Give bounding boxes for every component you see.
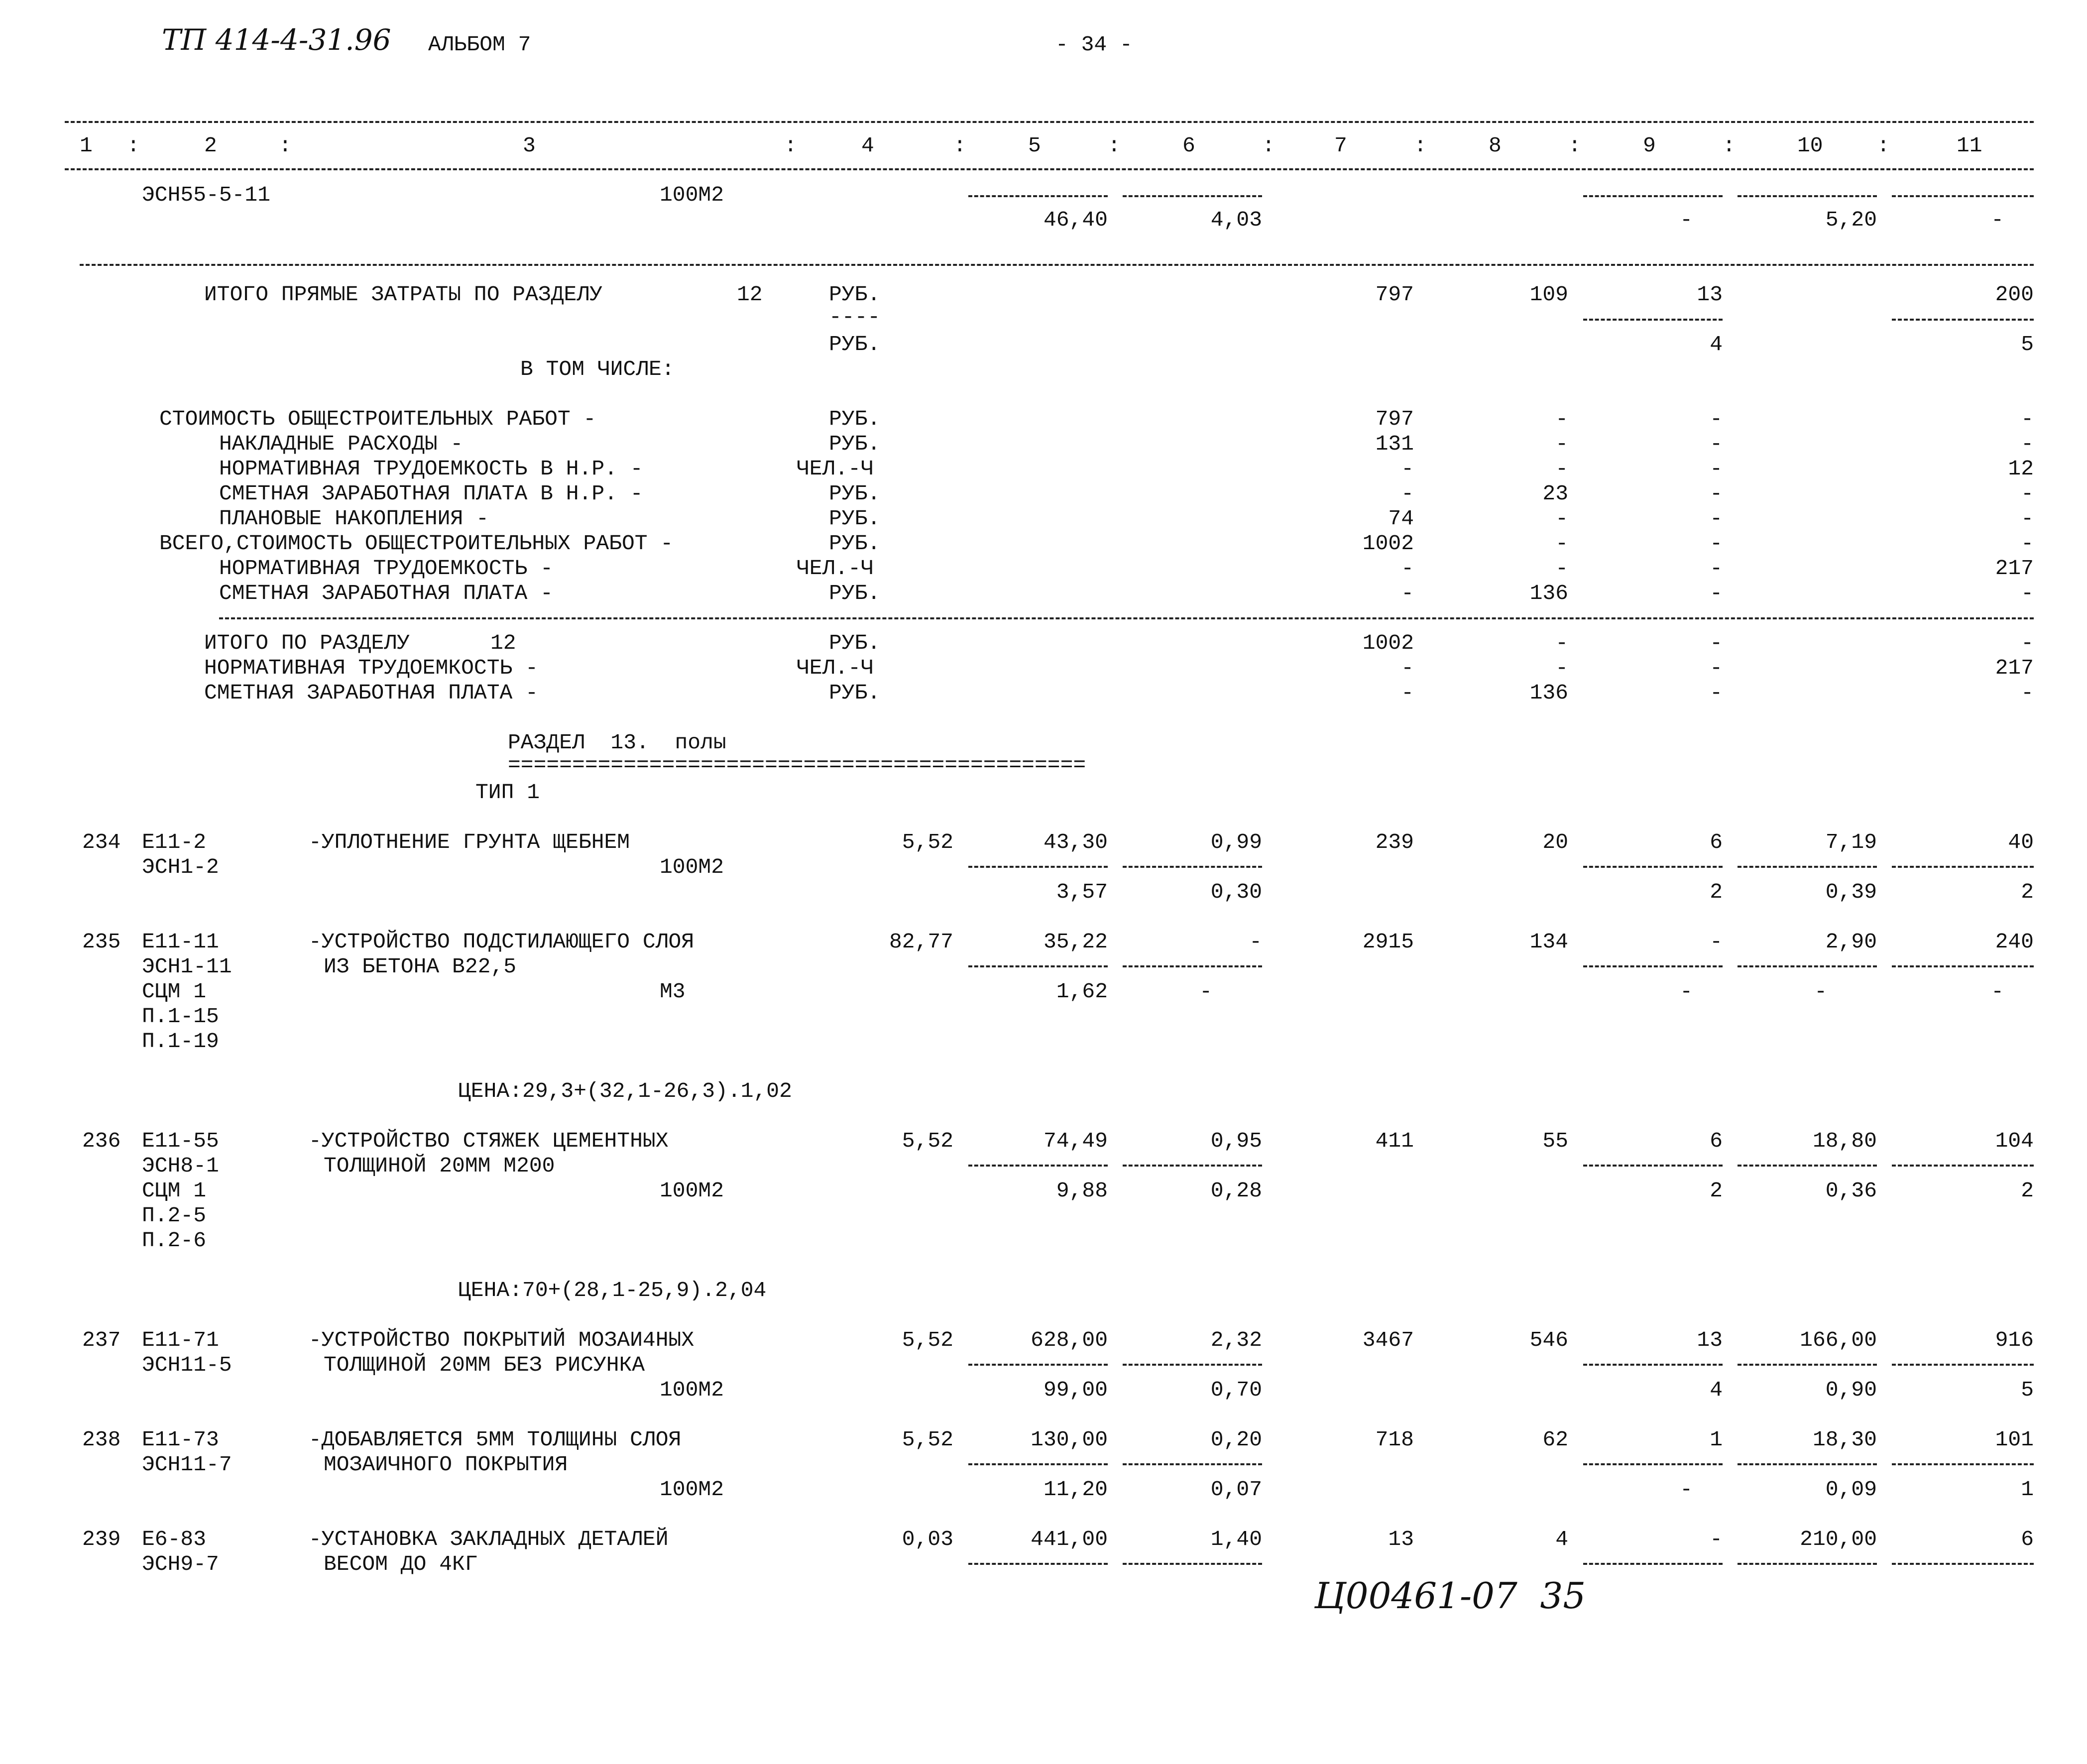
item-238-c11-underline bbox=[1892, 1463, 2034, 1465]
breakdown-c7: - bbox=[1401, 581, 1414, 605]
column-number: 5 bbox=[1028, 133, 1041, 158]
breakdown-label: СМЕТНАЯ ЗАРАБОТНАЯ ПЛАТА В Н.Р. - bbox=[219, 481, 643, 506]
item-c6: 0,20 bbox=[1210, 1427, 1262, 1452]
breakdown-unit: РУБ. bbox=[829, 506, 881, 531]
item-c9-secondary: 2 bbox=[1710, 880, 1723, 904]
breakdown-unit: ЧЕЛ.-Ч bbox=[797, 457, 874, 481]
breakdown-unit: РУБ. bbox=[829, 531, 881, 556]
item-234-c11-underline bbox=[1892, 866, 2034, 868]
carry-c10-underline bbox=[1738, 195, 1877, 197]
total-direct-c11-underline bbox=[1892, 319, 2034, 321]
item-236-c5-underline bbox=[968, 1165, 1108, 1167]
item-name: -ДОБАВЛЯЕТСЯ 5ММ ТОЛЩИНЫ СЛОЯ bbox=[309, 1427, 682, 1452]
item-c10: 18,80 bbox=[1812, 1129, 1877, 1153]
item-subcode: ЭСН1-2 bbox=[142, 855, 219, 879]
breakdown-label: СМЕТНАЯ ЗАРАБОТНАЯ ПЛАТА - bbox=[219, 581, 553, 605]
breakdown-c7: 1002 bbox=[1362, 531, 1414, 556]
breakdown-c9: - bbox=[1710, 581, 1723, 605]
item-c8: 62 bbox=[1542, 1427, 1568, 1452]
item-name-continued: МОЗАИЧНОГО ПОКРЫТИЯ bbox=[324, 1452, 568, 1477]
breakdown-c8: - bbox=[1555, 432, 1568, 456]
item-c10: 7,19 bbox=[1825, 830, 1877, 854]
item-c5-secondary: 99,00 bbox=[1043, 1378, 1108, 1402]
item-c7: 13 bbox=[1388, 1527, 1414, 1551]
item-c9: 13 bbox=[1697, 1328, 1723, 1352]
column-separator: : bbox=[127, 133, 140, 158]
item-c8: 546 bbox=[1529, 1328, 1568, 1352]
section-total-c9: - bbox=[1710, 656, 1723, 680]
item-239-c9-underline bbox=[1583, 1563, 1723, 1565]
column-separator: : bbox=[953, 133, 966, 158]
section-total-c11: 217 bbox=[1995, 656, 2034, 680]
breakdown-label: НАКЛАДНЫЕ РАСХОДЫ - bbox=[219, 432, 464, 456]
section-total-c7: - bbox=[1401, 681, 1414, 705]
column-separator: : bbox=[279, 133, 292, 158]
item-c5: 35,22 bbox=[1043, 930, 1108, 954]
breakdown-c9: - bbox=[1710, 457, 1723, 481]
section-total-c8: 136 bbox=[1529, 681, 1568, 705]
carry-c6: 4,03 bbox=[1210, 208, 1262, 232]
breakdown-c8: - bbox=[1555, 457, 1568, 481]
item-235-c5-underline bbox=[968, 965, 1108, 967]
total-direct-c11: 200 bbox=[1995, 282, 2034, 307]
item-unit: М3 bbox=[660, 979, 686, 1004]
item-c10: 166,00 bbox=[1800, 1328, 1877, 1352]
breakdown-unit: ЧЕЛ.-Ч bbox=[797, 556, 874, 581]
item-subcode: П.1-15 bbox=[142, 1004, 219, 1029]
item-c10-secondary: 0,90 bbox=[1825, 1378, 1877, 1402]
item-c6-secondary: 0,30 bbox=[1210, 880, 1262, 904]
item-238-c10-underline bbox=[1738, 1463, 1877, 1465]
item-c11: 40 bbox=[2008, 830, 2034, 854]
total-direct-section-no: 12 bbox=[737, 282, 763, 307]
item-c9: - bbox=[1710, 930, 1723, 954]
item-c5-secondary: 1,62 bbox=[1056, 979, 1108, 1004]
item-c4: 5,52 bbox=[902, 1427, 953, 1452]
total-direct-label: ИТОГО ПРЯМЫЕ ЗАТРАТЫ ПО РАЗДЕЛУ bbox=[204, 282, 602, 307]
breakdown-c11: - bbox=[2021, 581, 2034, 605]
breakdown-c7: 797 bbox=[1375, 407, 1414, 431]
item-c5-secondary: 11,20 bbox=[1043, 1477, 1108, 1502]
item-c7: 3467 bbox=[1362, 1328, 1414, 1352]
total-direct-c11-2: 5 bbox=[2021, 332, 2034, 356]
breakdown-c8: - bbox=[1555, 506, 1568, 531]
item-c4: 5,52 bbox=[902, 1129, 953, 1153]
item-name: -УСТРОЙСТВО ПОДСТИЛАЮЩЕГО СЛОЯ bbox=[309, 930, 695, 954]
item-c10-secondary: 0,09 bbox=[1825, 1477, 1877, 1502]
item-subcode: ЭСН8-1 bbox=[142, 1154, 219, 1178]
item-c6: - bbox=[1249, 930, 1262, 954]
column-number: 10 bbox=[1797, 133, 1823, 158]
section-total-c7: - bbox=[1401, 656, 1414, 680]
item-c8: 20 bbox=[1542, 830, 1568, 854]
item-c9-secondary: - bbox=[1680, 1477, 1693, 1502]
item-237-c10-underline bbox=[1738, 1364, 1877, 1366]
section-total-unit: РУБ. bbox=[829, 681, 881, 705]
total-direct-unit-underline: ---- bbox=[829, 305, 881, 329]
item-c7: 718 bbox=[1375, 1427, 1414, 1452]
breakdown-c7: 131 bbox=[1375, 432, 1414, 456]
item-c8: 4 bbox=[1555, 1527, 1568, 1551]
item-239-c11-underline bbox=[1892, 1563, 2034, 1565]
item-c11: 916 bbox=[1995, 1328, 2034, 1352]
item-237-c11-underline bbox=[1892, 1364, 2034, 1366]
item-234-c10-underline bbox=[1738, 866, 1877, 868]
section-total-c7: 1002 bbox=[1362, 631, 1414, 655]
breakdown-c11: 12 bbox=[2008, 457, 2034, 481]
column-number: 3 bbox=[523, 133, 536, 158]
item-239-c6-underline bbox=[1123, 1563, 1262, 1565]
column-number: 11 bbox=[1957, 133, 1982, 158]
item-237-c5-underline bbox=[968, 1364, 1108, 1366]
column-number: 8 bbox=[1489, 133, 1502, 158]
item-c11-secondary: - bbox=[1991, 979, 2004, 1004]
item-c4: 5,52 bbox=[902, 1328, 953, 1352]
carry-c11-underline bbox=[1892, 195, 2034, 197]
breakdown-c9: - bbox=[1710, 481, 1723, 506]
item-c5: 628,00 bbox=[1031, 1328, 1108, 1352]
item-number: 239 bbox=[82, 1527, 121, 1551]
item-c11: 101 bbox=[1995, 1427, 2034, 1452]
item-236-c6-underline bbox=[1123, 1165, 1262, 1167]
item-code: Е11-71 bbox=[142, 1328, 219, 1352]
item-c11: 240 bbox=[1995, 930, 2034, 954]
item-236-c11-underline bbox=[1892, 1165, 2034, 1167]
item-c8: 55 bbox=[1542, 1129, 1568, 1153]
breakdown-c8: - bbox=[1555, 531, 1568, 556]
item-c6-secondary: 0,28 bbox=[1210, 1178, 1262, 1203]
item-c6-secondary: - bbox=[1199, 979, 1212, 1004]
column-separator: : bbox=[784, 133, 797, 158]
item-235-c10-underline bbox=[1738, 965, 1877, 967]
item-c10: 18,30 bbox=[1812, 1427, 1877, 1452]
item-235-c9-underline bbox=[1583, 965, 1723, 967]
column-separator: : bbox=[1877, 133, 1890, 158]
item-c11-secondary: 2 bbox=[2021, 1178, 2034, 1203]
doc-code-handwritten: ТП 414-4-31.96 bbox=[162, 23, 391, 57]
item-236-c9-underline bbox=[1583, 1165, 1723, 1167]
item-c9: 6 bbox=[1710, 830, 1723, 854]
item-subcode: ЭСН11-5 bbox=[142, 1353, 232, 1377]
item-238-c6-underline bbox=[1123, 1463, 1262, 1465]
breakdown-c7: - bbox=[1401, 481, 1414, 506]
breakdown-c11: - bbox=[2021, 407, 2034, 431]
section-title: РАЗДЕЛ 13. полы bbox=[508, 730, 726, 755]
breakdown-unit: РУБ. bbox=[829, 481, 881, 506]
item-c11: 104 bbox=[1995, 1129, 2034, 1153]
item-name-continued: ИЗ БЕТОНА В22,5 bbox=[324, 954, 517, 979]
breakdown-unit: РУБ. bbox=[829, 581, 881, 605]
section12-rule bbox=[80, 264, 2034, 266]
item-name: -УСТРОЙСТВО СТЯЖЕК ЦЕМЕНТНЫХ bbox=[309, 1129, 669, 1153]
item-unit: 100М2 bbox=[660, 1378, 724, 1402]
item-c8: 134 bbox=[1529, 930, 1568, 954]
breakdown-c7: 74 bbox=[1388, 506, 1414, 531]
item-price-formula: ЦЕНА:70+(28,1-25,9).2,04 bbox=[458, 1278, 767, 1302]
carry-code: ЭСН55-5-11 bbox=[142, 183, 271, 207]
section-total-c9: - bbox=[1710, 681, 1723, 705]
carry-c10: 5,20 bbox=[1825, 208, 1877, 232]
column-number: 2 bbox=[204, 133, 217, 158]
album-label: АЛЬБОМ 7 bbox=[428, 32, 531, 57]
breakdown-unit: РУБ. bbox=[829, 407, 881, 431]
column-separator: : bbox=[1108, 133, 1121, 158]
item-number: 235 bbox=[82, 930, 121, 954]
breakdown-label: НОРМАТИВНАЯ ТРУДОЕМКОСТЬ В Н.Р. - bbox=[219, 457, 643, 481]
item-c10: 2,90 bbox=[1825, 930, 1877, 954]
item-name: -УСТРОЙСТВО ПОКРЫТИЙ МОЗАИ4НЫХ bbox=[309, 1328, 695, 1352]
item-c6: 1,40 bbox=[1210, 1527, 1262, 1551]
breakdown-label: ПЛАНОВЫЕ НАКОПЛЕНИЯ - bbox=[219, 506, 489, 531]
item-c11-secondary: 1 bbox=[2021, 1477, 2034, 1502]
table-top-rule bbox=[65, 121, 2034, 123]
section-total-label: ИТОГО ПО РАЗДЕЛУ bbox=[204, 631, 410, 655]
item-price-formula: ЦЕНА:29,3+(32,1-26,3).1,02 bbox=[458, 1079, 792, 1103]
breakdown-c11: - bbox=[2021, 432, 2034, 456]
item-c9-secondary: - bbox=[1680, 979, 1693, 1004]
carry-c9: - bbox=[1680, 208, 1693, 232]
breakdown-unit: РУБ. bbox=[829, 432, 881, 456]
section-title-underline: ============================================= bbox=[508, 753, 1086, 777]
breakdown-c11: - bbox=[2021, 506, 2034, 531]
item-c7: 2915 bbox=[1362, 930, 1414, 954]
item-code: Е11-55 bbox=[142, 1129, 219, 1153]
item-c6: 0,95 bbox=[1210, 1129, 1262, 1153]
breakdown-c11: - bbox=[2021, 481, 2034, 506]
column-separator: : bbox=[1723, 133, 1736, 158]
item-c11: 6 bbox=[2021, 1527, 2034, 1551]
item-237-c6-underline bbox=[1123, 1364, 1262, 1366]
item-c10-secondary: 0,36 bbox=[1825, 1178, 1877, 1203]
column-number: 9 bbox=[1643, 133, 1656, 158]
breakdown-c9: - bbox=[1710, 506, 1723, 531]
carry-c6-underline bbox=[1123, 195, 1262, 197]
item-unit: 100М2 bbox=[660, 855, 724, 879]
item-239-c10-underline bbox=[1738, 1563, 1877, 1565]
breakdown-c8: 23 bbox=[1542, 481, 1568, 506]
item-name-continued: ВЕСОМ ДО 4КГ bbox=[324, 1552, 478, 1576]
item-c6-secondary: 0,70 bbox=[1210, 1378, 1262, 1402]
item-c5-secondary: 3,57 bbox=[1056, 880, 1108, 904]
item-c9: 1 bbox=[1710, 1427, 1723, 1452]
breakdown-rule bbox=[219, 617, 2034, 619]
item-number: 234 bbox=[82, 830, 121, 854]
breakdown-c7: - bbox=[1401, 556, 1414, 581]
section-type: ТИП 1 bbox=[475, 780, 540, 805]
item-subcode: ЭСН1-11 bbox=[142, 954, 232, 979]
header-bottom-rule bbox=[65, 168, 2034, 170]
column-number: 1 bbox=[80, 133, 93, 158]
item-c9: 6 bbox=[1710, 1129, 1723, 1153]
item-subcode: ЭСН11-7 bbox=[142, 1452, 232, 1477]
item-subcode: П.2-5 bbox=[142, 1203, 207, 1228]
breakdown-label: СТОИМОСТЬ ОБЩЕСТРОИТЕЛЬНЫХ РАБОТ - bbox=[159, 407, 596, 431]
column-number: 6 bbox=[1182, 133, 1195, 158]
item-subcode: СЦМ 1 bbox=[142, 1178, 207, 1203]
item-c4: 82,77 bbox=[889, 930, 953, 954]
breakdown-label: ВСЕГО,СТОИМОСТЬ ОБЩЕСТРОИТЕЛЬНЫХ РАБОТ - bbox=[159, 531, 674, 556]
item-c11-secondary: 2 bbox=[2021, 880, 2034, 904]
carry-c5: 46,40 bbox=[1043, 208, 1108, 232]
item-unit: 100М2 bbox=[660, 1178, 724, 1203]
column-separator: : bbox=[1414, 133, 1427, 158]
section-total-label: СМЕТНАЯ ЗАРАБОТНАЯ ПЛАТА - bbox=[204, 681, 538, 705]
item-c11-secondary: 5 bbox=[2021, 1378, 2034, 1402]
item-number: 237 bbox=[82, 1328, 121, 1352]
breakdown-c7: - bbox=[1401, 457, 1414, 481]
item-c9: - bbox=[1710, 1527, 1723, 1551]
breakdown-c9: - bbox=[1710, 531, 1723, 556]
total-direct-c9-2: 4 bbox=[1710, 332, 1723, 356]
item-c9-secondary: 2 bbox=[1710, 1178, 1723, 1203]
item-c5: 43,30 bbox=[1043, 830, 1108, 854]
total-direct-c9: 13 bbox=[1697, 282, 1723, 307]
item-code: Е11-2 bbox=[142, 830, 207, 854]
column-separator: : bbox=[1262, 133, 1275, 158]
item-234-c6-underline bbox=[1123, 866, 1262, 868]
carry-unit: 100М2 bbox=[660, 183, 724, 207]
item-name-continued: ТОЛЩИНОЙ 20ММ БЕЗ РИСУНКА bbox=[324, 1353, 645, 1377]
item-c6: 2,32 bbox=[1210, 1328, 1262, 1352]
item-c10: 210,00 bbox=[1800, 1527, 1877, 1551]
item-c4: 5,52 bbox=[902, 830, 953, 854]
item-237-c9-underline bbox=[1583, 1364, 1723, 1366]
item-c5: 441,00 bbox=[1031, 1527, 1108, 1551]
item-code: Е6-83 bbox=[142, 1527, 207, 1551]
breakdown-label: НОРМАТИВНАЯ ТРУДОЕМКОСТЬ - bbox=[219, 556, 553, 581]
item-code: Е11-11 bbox=[142, 930, 219, 954]
breakdown-c11: 217 bbox=[1995, 556, 2034, 581]
breakdown-c8: - bbox=[1555, 556, 1568, 581]
item-subcode: СЦМ 1 bbox=[142, 979, 207, 1004]
item-subcode: ЭСН9-7 bbox=[142, 1552, 219, 1576]
item-c5: 130,00 bbox=[1031, 1427, 1108, 1452]
section-total-unit: РУБ. bbox=[829, 631, 881, 655]
total-direct-unit: РУБ. bbox=[829, 282, 881, 307]
item-c7: 239 bbox=[1375, 830, 1414, 854]
document-stamp-handwritten: Ц00461-07 35 bbox=[1314, 1575, 1586, 1617]
item-238-c9-underline bbox=[1583, 1463, 1723, 1465]
total-direct-unit-2: РУБ. bbox=[829, 332, 881, 356]
column-number: 7 bbox=[1334, 133, 1347, 158]
item-name-continued: ТОЛЩИНОЙ 20ММ М200 bbox=[324, 1154, 555, 1178]
section-total-number: 12 bbox=[490, 631, 516, 655]
section-total-c8: - bbox=[1555, 656, 1568, 680]
item-235-c6-underline bbox=[1123, 965, 1262, 967]
section-total-c8: - bbox=[1555, 631, 1568, 655]
section-total-c9: - bbox=[1710, 631, 1723, 655]
item-subcode: П.2-6 bbox=[142, 1228, 207, 1253]
section-total-unit: ЧЕЛ.-Ч bbox=[797, 656, 874, 680]
item-c6: 0,99 bbox=[1210, 830, 1262, 854]
item-code: Е11-73 bbox=[142, 1427, 219, 1452]
item-c10-secondary: 0,39 bbox=[1825, 880, 1877, 904]
breakdown-c9: - bbox=[1710, 432, 1723, 456]
item-238-c5-underline bbox=[968, 1463, 1108, 1465]
including-label: В ТОМ ЧИСЛЕ: bbox=[520, 357, 675, 381]
carry-c5-underline bbox=[968, 195, 1108, 197]
breakdown-c9: - bbox=[1710, 556, 1723, 581]
item-c5-secondary: 9,88 bbox=[1056, 1178, 1108, 1203]
item-235-c11-underline bbox=[1892, 965, 2034, 967]
item-234-c9-underline bbox=[1583, 866, 1723, 868]
breakdown-c8: - bbox=[1555, 407, 1568, 431]
item-unit: 100М2 bbox=[660, 1477, 724, 1502]
breakdown-c8: 136 bbox=[1529, 581, 1568, 605]
total-direct-c8: 109 bbox=[1529, 282, 1568, 307]
item-234-c5-underline bbox=[968, 866, 1108, 868]
item-c7: 411 bbox=[1375, 1129, 1414, 1153]
item-239-c5-underline bbox=[968, 1563, 1108, 1565]
item-c4: 0,03 bbox=[902, 1527, 953, 1551]
breakdown-c11: - bbox=[2021, 531, 2034, 556]
item-name: -УСТАНОВКА ЗАКЛАДНЫХ ДЕТАЛЕЙ bbox=[309, 1527, 669, 1551]
item-c9-secondary: 4 bbox=[1710, 1378, 1723, 1402]
item-c6-secondary: 0,07 bbox=[1210, 1477, 1262, 1502]
section-total-c11: - bbox=[2021, 681, 2034, 705]
section-total-label: НОРМАТИВНАЯ ТРУДОЕМКОСТЬ - bbox=[204, 656, 538, 680]
carry-c11: - bbox=[1991, 208, 2004, 232]
carry-c9-underline bbox=[1583, 195, 1723, 197]
column-number: 4 bbox=[861, 133, 874, 158]
breakdown-c9: - bbox=[1710, 407, 1723, 431]
item-number: 238 bbox=[82, 1427, 121, 1452]
item-subcode: П.1-19 bbox=[142, 1029, 219, 1054]
item-c10-secondary: - bbox=[1814, 979, 1827, 1004]
item-number: 236 bbox=[82, 1129, 121, 1153]
item-236-c10-underline bbox=[1738, 1165, 1877, 1167]
section-total-c11: - bbox=[2021, 631, 2034, 655]
page-number: - 34 - bbox=[1055, 32, 1133, 57]
column-separator: : bbox=[1568, 133, 1581, 158]
item-name: -УПЛОТНЕНИЕ ГРУНТА ЩЕБНЕМ bbox=[309, 830, 630, 854]
item-c5: 74,49 bbox=[1043, 1129, 1108, 1153]
total-direct-c7: 797 bbox=[1375, 282, 1414, 307]
total-direct-c9-underline bbox=[1583, 319, 1723, 321]
